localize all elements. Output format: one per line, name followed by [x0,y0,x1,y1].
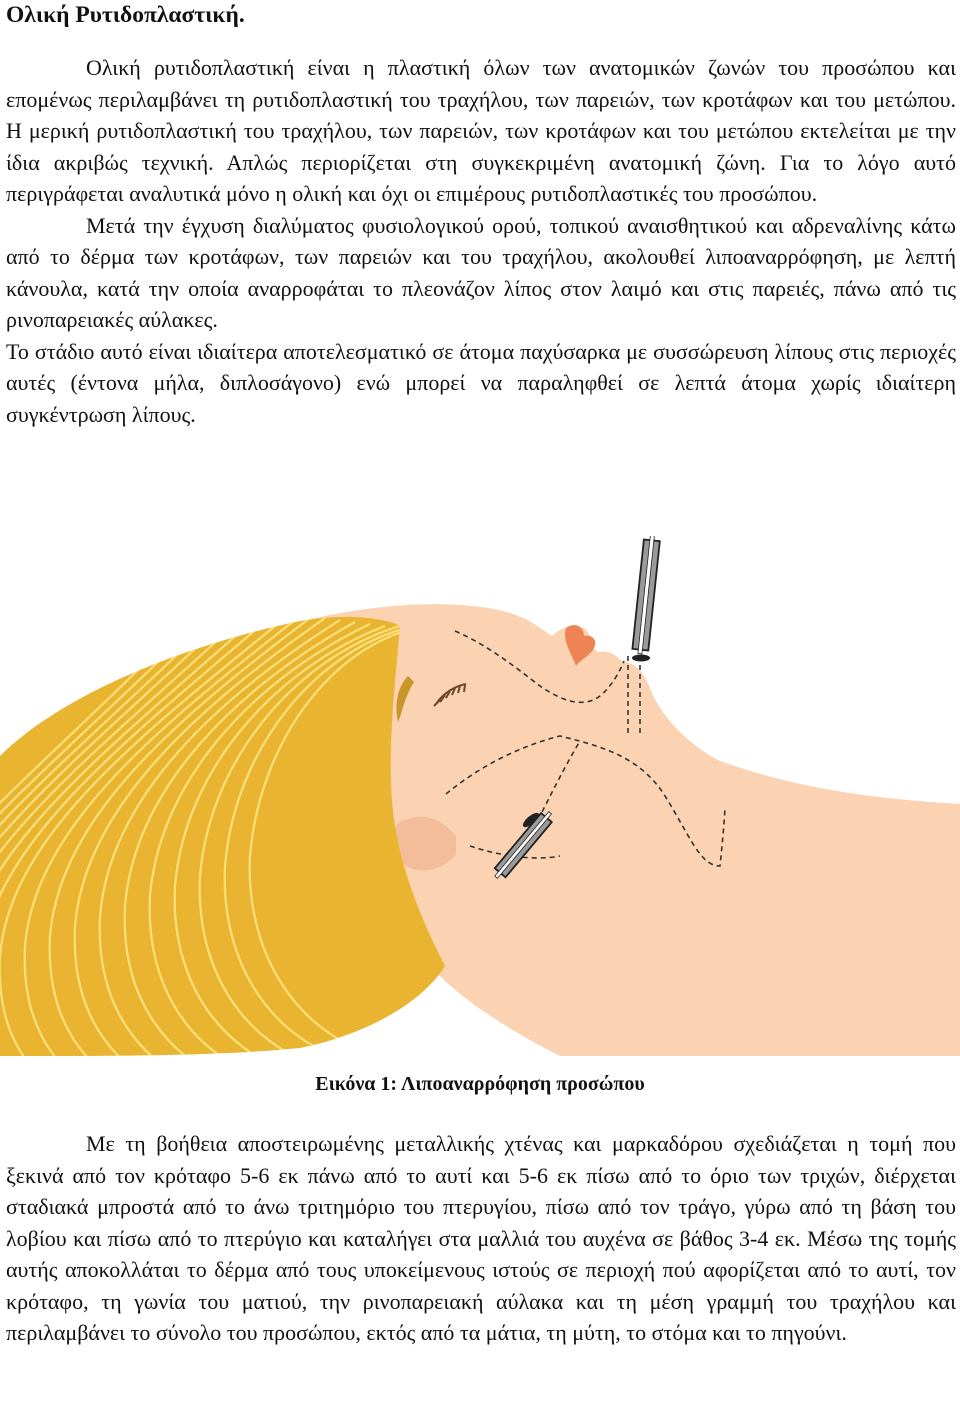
paragraph-incision: Με τη βοήθεια αποστειρωμένης μεταλλικής χτένας και μαρκαδόρου σχεδιάζεται η τομή που ξεκινά από τον κρόταφο 5-6 εκ πάνω από το αυτί και 5-6 εκ πίσω από το όριο των τριχών, διέρχεται σταδιακά μπροστά από το άνω τριτημόριο του πτερυγίου, πίσω από τον τράγο, γύρω από τη βάση του λοβίου και πίσω από το πτερύγιο και καταλήγει στα μαλλιά του αυχένα σε βάθος 3-4 εκ. Μέσω της τομής αυτής αποκολλάται το δέρμα από τους υποκείμενους ιστούς σε περιοχή πού αφορίζεται από το αυτί, τον κρόταφο, τη γωνία του ματιού, την ρινοπαρειακή αύλακα και τη μέση γραμμή του τραχήλου και περιλαμβάνει το σύνολο του προσώπου, εκτός από τα μάτια, τη μύτη, το στόμα και το πηγούνι. [6,1131,956,1345]
cannula-upper [632,536,660,662]
figure-caption: Εικόνα 1: Λιποαναρρόφηση προσώπου [315,1073,645,1095]
paragraph-liposuction: Μετά την έγχυση διαλύματος φυσιολογικού ορού, τοπικού αναισθητικού και αδρεναλίνης κάτω από το δέρμα των κροτάφων, των παρειών και του τραχήλου, ακολουθεί λιποαναρρόφηση, με λεπτή κάνουλα, κατά την οποία αναρροφάται το πλεονάζον λίπος στον λαιμό και στις παρειές, πάνω από τις ρινοπαρειακές αύλακες. [6,212,956,332]
page-title: Ολική Ρυτιδοπλαστική. [6,2,245,28]
paragraph-intro: Ολική ρυτιδοπλαστική είναι η πλαστική όλων των ανατομικών ζωνών του προσώπου και επομένως περιλαμβάνει τη ρυτιδοπλαστική του τραχήλου, των παρειών, των κροτάφων και του μετώπου. Η μερική ρυτιδοπλαστική του τραχήλου, των παρειών, των κροτάφων και του μετώπου εκτελείται με την ίδια ακριβώς τεχνική. Απλώς περιορίζεται στη συγκεκριμένη ανατομική ζώνη. Για το λόγο αυτό περιγράφεται αναλυτικά μόνο η ολική και όχι οι επιμέρους ρυτιδοπλαστικές του προσώπου. [6,55,956,206]
liposuction-illustration [0,536,960,1056]
paragraph-fat-stage: Το στάδιο αυτό είναι ιδιαίτερα αποτελεσματικό σε άτομα παχύσαρκα με συσσώρευση λίπους στις περιοχές αυτές (έντονα μήλα, διπλοσάγονο) ενώ μπορεί να παραληφθεί σε λεπτά άτομα χωρίς ιδιαίτερη συγκέντρωση λίπους. [6,338,956,427]
document-page [6,0,956,430]
face-diagram [0,536,960,1056]
